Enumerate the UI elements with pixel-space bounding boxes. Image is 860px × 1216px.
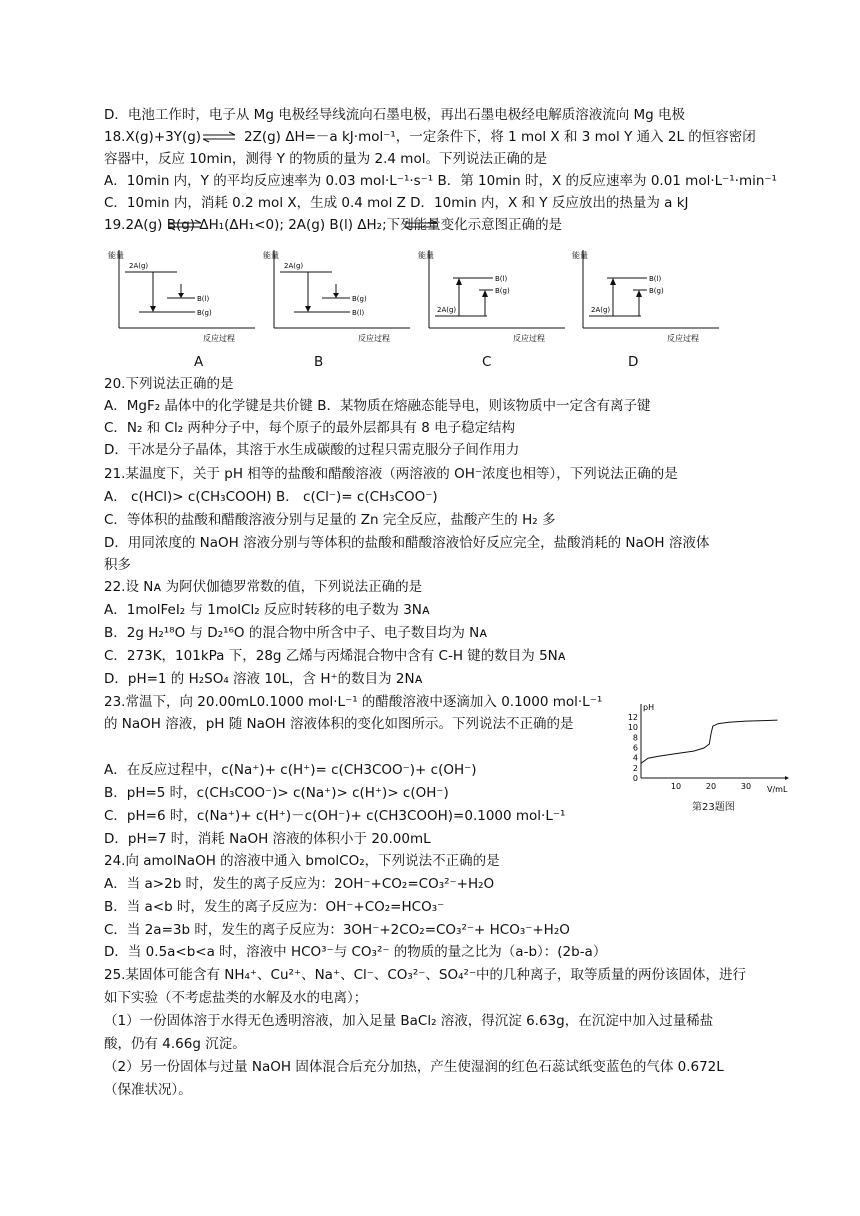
svg-text:B(l): B(l) bbox=[197, 295, 210, 303]
ph-x-axis-label: V/mL bbox=[767, 785, 788, 794]
text-line-l20: D．pH=1 的 H₂SO₄ 溶液 10L，含 H⁺的数目为 2Nᴀ bbox=[104, 671, 423, 687]
text-line-l28: A．当 a>2b 时，发生的离子反应为：2OH⁻+CO₂=CO₃²⁻+H₂O bbox=[104, 876, 495, 892]
text-line-l31: D．当 0.5a<b<a 时，溶液中 HCO³⁻与 CO₃²⁻ 的物质的量之比为（a-b）：(2b-a） bbox=[104, 944, 607, 960]
option-label-c: C bbox=[482, 354, 492, 370]
text-line-l29: B．当 a<b 时，发生的离子反应为：OH⁻+CO₂=HCO₃⁻ bbox=[104, 899, 445, 915]
text-line-l9: C．N₂ 和 Cl₂ 两种分子中，每个原子的最外层都具有 8 电子稳定结构 bbox=[104, 420, 516, 436]
ph-y-tick-label: 4 bbox=[632, 753, 638, 763]
text-line-l16: 22.设 Nᴀ 为阿伏伽德罗常数的值，下列说法正确的是 bbox=[104, 579, 423, 595]
energy-diagram-a bbox=[105, 248, 260, 348]
svg-text:B(g): B(g) bbox=[495, 287, 510, 295]
text-line-l19: C．273K，101kPa 下，28g 乙烯与丙烯混合物中含有 C-H 键的数目为 5Nᴀ bbox=[104, 648, 566, 664]
text-line-l25: C．pH=6 时，c(Na⁺)+ c(H⁺)－c(OH⁻)+ c(CH3COOH)=0.1000 mol·L⁻¹ bbox=[104, 808, 566, 824]
option-label-d: D bbox=[628, 354, 639, 370]
ph-chart-caption: 第23题图 bbox=[692, 802, 735, 813]
text-line-l15: 积多 bbox=[104, 557, 131, 573]
ph-y-tick-label: 6 bbox=[632, 743, 638, 753]
text-line-l2a: 18.X(g)+3Y(g) bbox=[104, 129, 202, 145]
text-line-l33: 如下实验（不考虑盐类的水解及水的电离）； bbox=[104, 990, 368, 1006]
svg-text:B(g): B(g) bbox=[197, 309, 212, 317]
svg-text:B(l): B(l) bbox=[649, 275, 662, 283]
text-line-l6: 19.2A(g) B(g) ΔH₁(ΔH₁<0); 2A(g) B(l) ΔH₂;下列能量变化示意图正确的是 bbox=[104, 217, 563, 233]
x-axis-label: 反应过程 bbox=[203, 334, 235, 343]
svg-text:能量: 能量 bbox=[263, 251, 279, 260]
svg-text:反应过程: 反应过程 bbox=[358, 334, 390, 343]
text-line-l13: C．等体积的盐酸和醋酸溶液分别与足量的 Zn 完全反应，盐酸产生的 H₂ 多 bbox=[104, 512, 556, 528]
text-line-l18: B．2g H₂¹⁸O 与 D₂¹⁶O 的混合物中所含中子、电子数目均为 Nᴀ bbox=[104, 625, 488, 641]
text-line-l17: A．1molFeI₂ 与 1molCl₂ 反应时转移的电子数为 3Nᴀ bbox=[104, 602, 430, 618]
text-line-l27: 24.向 amolNaOH 的溶液中通入 bmolCO₂，下列说法不正确的是 bbox=[104, 853, 500, 869]
svg-text:B(g): B(g) bbox=[649, 287, 664, 295]
ph-y-tick-label: 10 bbox=[627, 723, 638, 733]
svg-text:反应过程: 反应过程 bbox=[667, 334, 699, 343]
text-line-l7: 20.下列说法正确的是 bbox=[104, 376, 234, 392]
ph-curve bbox=[641, 720, 778, 763]
text-line-l23: A．在反应过程中，c(Na⁺)+ c(H⁺)= c(CH3COO⁻)+ c(OH⁻) bbox=[104, 762, 477, 778]
ph-x-tick-label: 10 bbox=[670, 782, 682, 791]
text-line-l14: D．用同浓度的 NaOH 溶液分别与等体积的盐酸和醋酸溶液恰好反应完全，盐酸消耗的 NaOH 溶液体 bbox=[104, 535, 710, 551]
text-line-l5: C．10min 内，消耗 0.2 mol X，生成 0.4 mol Z D．10min 内，X 和 Y 反应放出的热量为 a kJ bbox=[104, 195, 689, 211]
equilibrium-arrow-icon bbox=[202, 131, 236, 143]
energy-diagram-d bbox=[569, 248, 724, 348]
svg-text:B(l): B(l) bbox=[352, 309, 365, 317]
text-line-l26: D．pH=7 时，消耗 NaOH 溶液的体积小于 20.00mL bbox=[104, 831, 431, 847]
text-line-l30: C．当 2a=3b 时，发生的离子反应为：3OH⁻+2CO₂=CO₃²⁻+ HCO₃⁻+H₂O bbox=[104, 922, 570, 938]
text-line-l4: A．10min 内，Y 的平均反应速率为 0.03 mol·L⁻¹·s⁻¹ B．第 10min 时，X 的反应速率为 0.01 mol·L⁻¹·min⁻¹ bbox=[104, 173, 777, 189]
text-line-l1: D．电池工作时，电子从 Mg 电极经导线流向石墨电极，再出石墨电极经电解质溶液流向 Mg 电极 bbox=[104, 107, 685, 123]
equilibrium-arrow-icon bbox=[404, 219, 438, 231]
svg-text:B(l): B(l) bbox=[495, 275, 508, 283]
svg-text:2A(g): 2A(g) bbox=[591, 306, 611, 314]
svg-text:反应过程: 反应过程 bbox=[513, 334, 545, 343]
text-line-l2b: 2Z(g) ΔH=－a kJ·mol⁻¹，一定条件下，将 1 mol X 和 3 mol Y 通入 2L 的恒容密闭 bbox=[244, 129, 756, 145]
svg-text:2A(g): 2A(g) bbox=[437, 306, 457, 314]
energy-diagram-c bbox=[415, 248, 570, 348]
ph-x-tick-label: 20 bbox=[705, 782, 717, 791]
text-line-l11: 21.某温度下，关于 pH 相等的盐酸和醋酸溶液（两溶液的 OH⁻浓度也相等），下列说法正确的是 bbox=[104, 466, 678, 482]
ph-y-axis-label: pH bbox=[643, 703, 655, 712]
svg-text:B(g): B(g) bbox=[352, 295, 367, 303]
text-line-l3: 容器中，反应 10min，测得 Y 的物质的量为 2.4 mol。下列说法正确的是 bbox=[104, 151, 547, 167]
text-line-l37: （保准状况）。 bbox=[104, 1082, 192, 1098]
text-line-l35: 酸，仍有 4.66g 沉淀。 bbox=[104, 1036, 246, 1052]
ph-y-tick-label: 2 bbox=[632, 763, 638, 773]
text-line-l21: 23.常温下，向 20.00mL0.1000 mol·L⁻¹ 的醋酸溶液中逐滴加入 0.1000 mol·L⁻¹ bbox=[104, 694, 603, 710]
svg-text:能量: 能量 bbox=[572, 251, 588, 260]
text-line-l36: （2）另一份固体与过量 NaOH 固体混合后充分加热，产生使湿润的红色石蕊试纸变蓝色的气体 0.672L bbox=[104, 1059, 724, 1075]
energy-diagram-b bbox=[260, 248, 415, 348]
text-line-l8: A．MgF₂ 晶体中的化学键是共价键 B．某物质在熔融态能导电，则该物质中一定含有离子键 bbox=[104, 398, 651, 414]
text-line-l22: 的 NaOH 溶液，pH 随 NaOH 溶液体积的变化如图所示。下列说法不正确的是 bbox=[104, 716, 574, 732]
text-line-l24: B．pH=5 时，c(CH₃COO⁻)> c(Na⁺)> c(H⁺)> c(OH⁻) bbox=[104, 785, 449, 801]
option-label-b: B bbox=[314, 354, 324, 370]
y-axis-label: 能量 bbox=[108, 251, 124, 260]
ph-y-tick-label: 12 bbox=[627, 713, 638, 723]
option-label-a: A bbox=[194, 354, 204, 370]
ph-x-tick-label: 30 bbox=[740, 782, 752, 791]
text-line-l10: D．干冰是分子晶体，其溶于水生成碳酸的过程只需克服分子间作用力 bbox=[104, 442, 520, 458]
ph-y-tick-label: 8 bbox=[632, 733, 638, 743]
text-line-l34: （1）一份固体溶于水得无色透明溶液，加入足量 BaCl₂ 溶液，得沉淀 6.63g，在沉淀中加入过量稀盐 bbox=[104, 1013, 714, 1029]
equilibrium-arrow-icon bbox=[168, 219, 202, 231]
text-line-l32: 25.某固体可能含有 NH₄⁺、Cu²⁺、Na⁺、Cl⁻、CO₃²⁻、SO₄²⁻中的几种离子，取等质量的两份该固体，进行 bbox=[104, 967, 747, 983]
ph-x-arrow bbox=[785, 776, 789, 780]
ph-y-tick-label: 0 bbox=[632, 774, 638, 783]
svg-text:2A(g): 2A(g) bbox=[129, 262, 149, 270]
svg-text:能量: 能量 bbox=[418, 251, 434, 260]
svg-text:2A(g): 2A(g) bbox=[284, 262, 304, 270]
text-line-l12: A． c(HCl)> c(CH₃COOH) B． c(Cl⁻)= c(CH₃COO⁻) bbox=[104, 489, 438, 505]
